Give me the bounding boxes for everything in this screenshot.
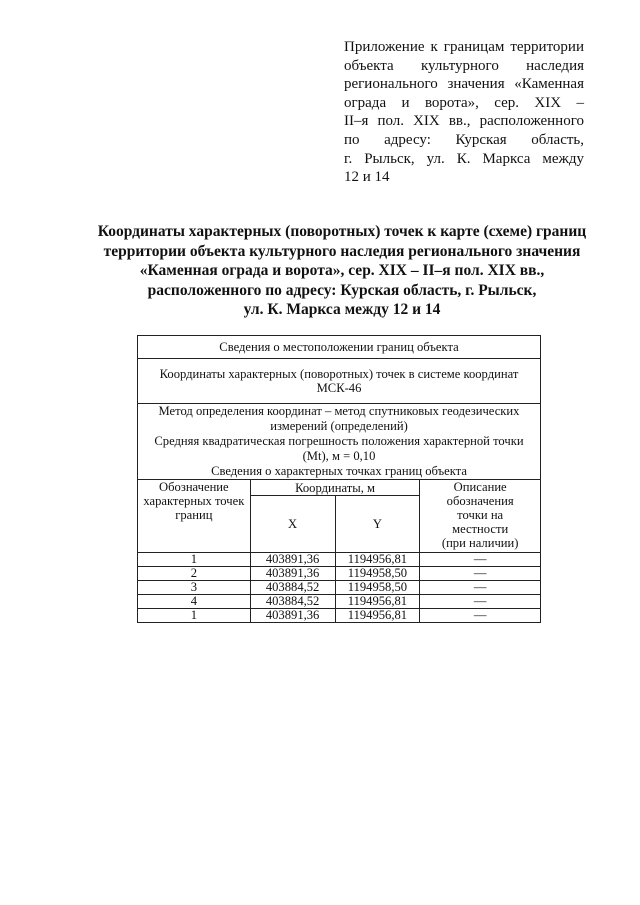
description-value: — (420, 567, 541, 581)
precision-line: Средняя квадратическая погрешность положения характерной точки (154, 434, 524, 448)
coordinate-system-row (138, 359, 541, 404)
coordinate-system-cell (138, 359, 541, 404)
point-number: 4 (138, 595, 251, 609)
location-header: Сведения о местоположении границ объекта (138, 336, 541, 359)
x-value: 403891,36 (250, 553, 335, 567)
point-column-header: Обозначение характерных точек границ (138, 480, 251, 553)
table-row (138, 595, 541, 609)
table-row (138, 567, 541, 581)
x-value: 403884,52 (250, 595, 335, 609)
y-value: 1194956,81 (335, 553, 420, 567)
location-header-row (138, 336, 541, 359)
appendix-line: регионального значения «Каменная (344, 76, 584, 93)
title-line: расположенного по адресу: Курская область, г. Рыльск, (147, 281, 537, 299)
y-value: 1194958,50 (335, 567, 420, 581)
x-value: 403891,36 (250, 567, 335, 581)
coordinate-system-name: МСК-46 (316, 381, 362, 395)
point-number: 1 (138, 609, 251, 623)
x-column-header: X (250, 496, 335, 553)
table-row (138, 609, 541, 623)
y-value: 1194958,50 (335, 581, 420, 595)
appendix-line: г. Рыльск, ул. К. Маркса между (344, 150, 584, 167)
appendix-note (344, 38, 584, 187)
appendix-line: ограда и ворота», сер. XIX – (344, 94, 584, 111)
table-row (138, 553, 541, 567)
title-line: территории объекта культурного наследия регионального значения (103, 242, 581, 260)
column-header-row (138, 480, 541, 496)
title-line: «Каменная ограда и ворота», сер. XIX – II–я пол. XIX вв., (139, 262, 545, 279)
appendix-line: 12 и 14 (344, 169, 390, 186)
point-number: 3 (138, 581, 251, 595)
description-value: — (420, 553, 541, 567)
method-line: измерений (определений) (270, 419, 408, 433)
appendix-line: Приложение к границам территории (344, 39, 584, 55)
appendix-line: по адресу: Курская область, (344, 131, 584, 148)
points-info: Сведения о характерных точках границ объекта (211, 464, 467, 478)
x-value: 403884,52 (250, 581, 335, 595)
point-number: 2 (138, 567, 251, 581)
description-value: — (420, 609, 541, 623)
coordinate-system-line: Координаты характерных (поворотных) точек в системе координат (159, 366, 519, 381)
point-number: 1 (138, 553, 251, 567)
document-title (92, 222, 592, 320)
y-value: 1194956,81 (335, 595, 420, 609)
method-row (138, 404, 541, 480)
coordinates-table (137, 335, 541, 623)
description-value: — (420, 581, 541, 595)
description-column-header: Описание обозначения точки на местности (при наличии) (420, 480, 541, 553)
y-column-header: Y (335, 496, 420, 553)
precision-value: (Mt), м = 0,10 (302, 449, 376, 463)
x-value: 403891,36 (250, 609, 335, 623)
description-value: — (420, 595, 541, 609)
y-value: 1194956,81 (335, 609, 420, 623)
appendix-line: объекта культурного наследия (344, 57, 584, 74)
method-line: Метод определения координат – метод спутниковых геодезических (158, 404, 520, 418)
method-cell (138, 404, 541, 480)
coordinates-column-header: Координаты, м (250, 480, 420, 496)
title-line: Координаты характерных (поворотных) точек к карте (схеме) границ (97, 223, 587, 240)
table-row (138, 581, 541, 595)
appendix-line: II–я пол. XIX вв., расположенного (344, 113, 584, 130)
title-line: ул. К. Маркса между 12 и 14 (243, 301, 441, 318)
